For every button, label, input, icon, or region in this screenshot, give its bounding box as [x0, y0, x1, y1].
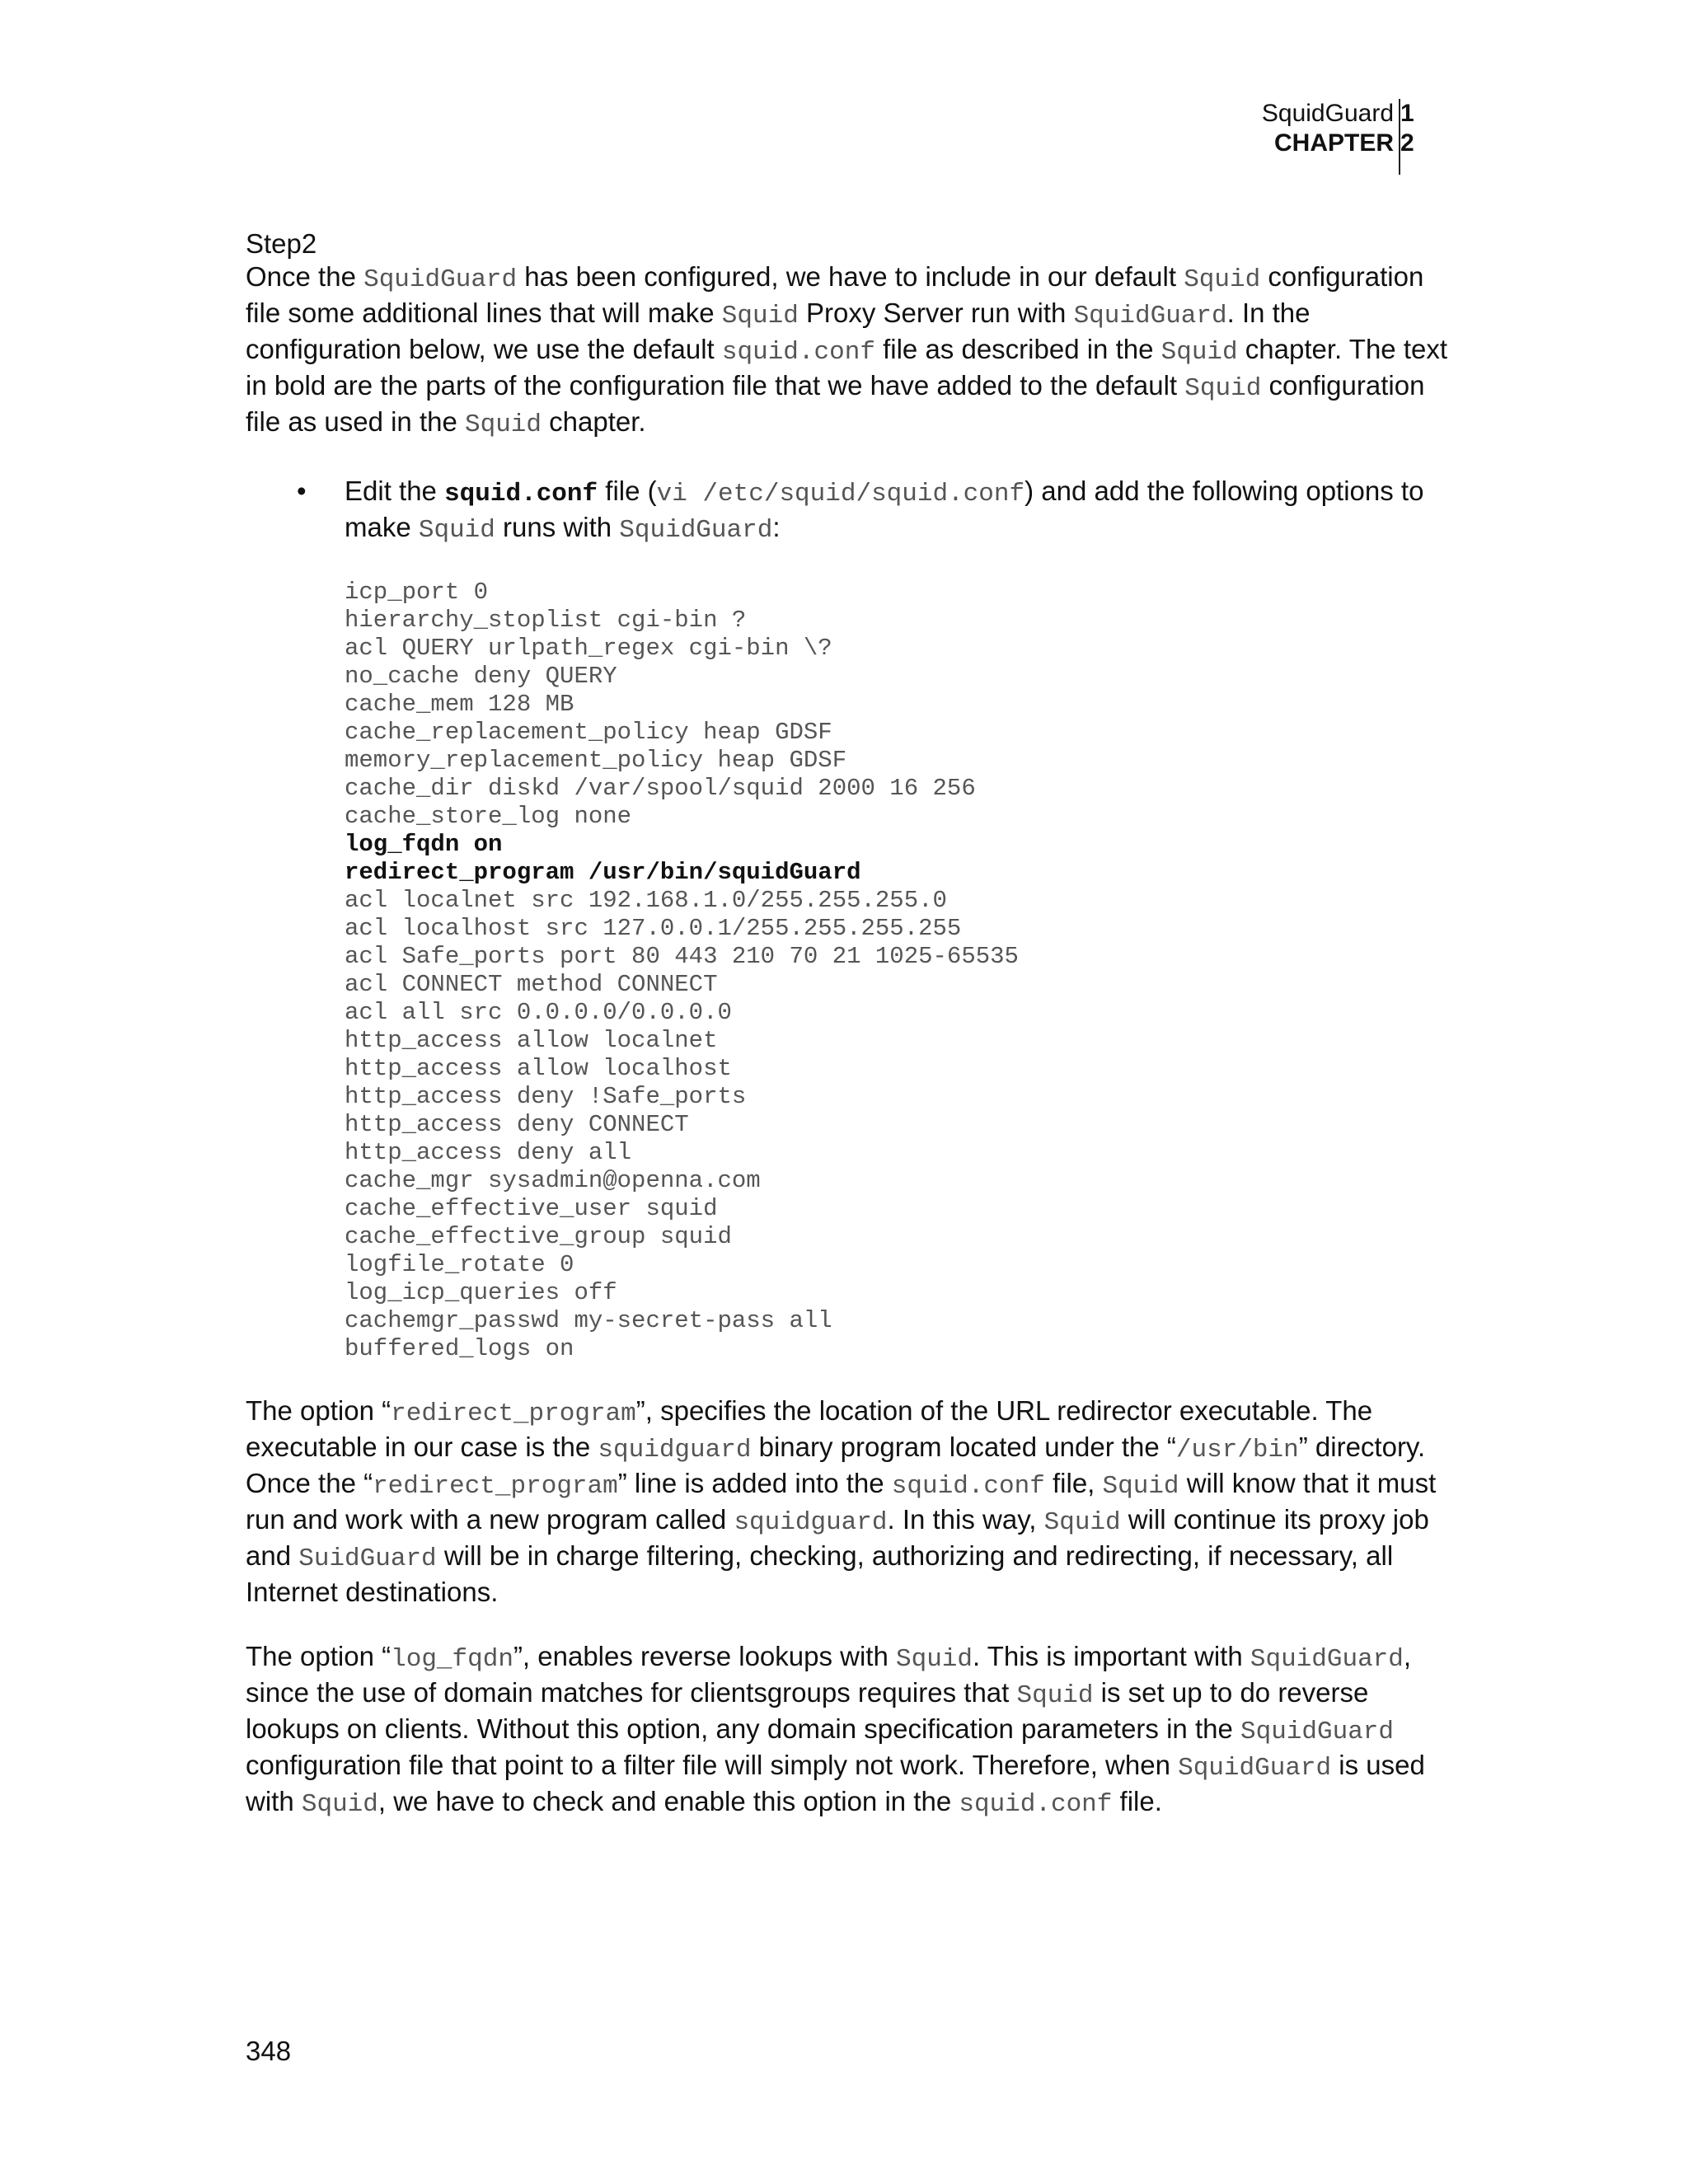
- code-line: log_fqdn on: [345, 831, 503, 858]
- code-line: acl all src 0.0.0.0/0.0.0.0: [345, 999, 732, 1026]
- code-line: log_icp_queries off: [345, 1279, 617, 1306]
- code-line: cache_store_log none: [345, 803, 632, 830]
- step-heading: Step2: [246, 228, 317, 259]
- bullet-icon: •: [297, 476, 307, 506]
- page-number: 348: [246, 2036, 292, 2066]
- code-line: acl localhost src 127.0.0.1/255.255.255.255: [345, 915, 962, 942]
- code-line: buffered_logs on: [345, 1335, 574, 1362]
- header-chapter-number: 2: [1400, 129, 1414, 157]
- log-fqdn-paragraph: The option “log_fqdn”, enables reverse lookups with Squid. This is important with SquidGuard, since the use of domain matches for clientsgroups requires that Squid is set up to do reverse lookups on clients. Without this option, any domain specification parameters in the SquidGuard configuration file that point to a filter file will simply not work. Therefore, when SquidGuard is used with Squid, we have to check and enable this option in the squid.conf file.: [246, 1641, 1425, 1819]
- bullet-text: Edit the squid.conf file (vi /etc/squid/squid.conf) and add the following options to make Squid runs with SquidGuard:: [345, 476, 1424, 545]
- code-line: http_access deny CONNECT: [345, 1111, 689, 1138]
- code-line: cache_mgr sysadmin@openna.com: [345, 1167, 761, 1194]
- code-line: acl QUERY urlpath_regex cgi-bin \?: [345, 635, 832, 662]
- header-title-number: 1: [1400, 100, 1414, 127]
- page-content: [246, 227, 1449, 1821]
- code-line: http_access allow localhost: [345, 1055, 732, 1082]
- code-line: cache_dir diskd /var/spool/squid 2000 16 256: [345, 775, 976, 802]
- code-line: logfile_rotate 0: [345, 1251, 574, 1278]
- code-line: http_access deny !Safe_ports: [345, 1083, 747, 1110]
- page-header: [1262, 99, 1420, 158]
- header-chapter: CHAPTER: [1273, 129, 1394, 157]
- code-line: icp_port 0: [345, 579, 489, 606]
- code-line: cachemgr_passwd my-secret-pass all: [345, 1307, 832, 1334]
- config-code-block: [345, 579, 1449, 1363]
- code-line: cache_effective_group squid: [345, 1223, 732, 1250]
- code-line: cache_mem 128 MB: [345, 691, 574, 718]
- code-line: http_access allow localnet: [345, 1027, 718, 1054]
- code-line: acl Safe_ports port 80 443 210 70 21 1025-65535: [345, 943, 1019, 970]
- intro-paragraph: Once the SquidGuard has been configured, we have to include in our default Squid configuration file some additional lines that will make Squid Proxy Server run with SquidGuard. In the configuration below, we use the default squid.conf file as described in the Squid chapter. The text in bold are the parts of the configuration file that we have added to the default Squid configuration file as used in the Squid chapter.: [246, 261, 1448, 439]
- code-line: memory_replacement_policy heap GDSF: [345, 747, 847, 774]
- code-line: acl localnet src 192.168.1.0/255.255.255.0: [345, 887, 947, 914]
- header-title: SquidGuard: [1261, 100, 1394, 127]
- code-line: acl CONNECT method CONNECT: [345, 971, 718, 998]
- code-line: redirect_program /usr/bin/squidGuard: [345, 859, 861, 886]
- code-line: no_cache deny QUERY: [345, 663, 617, 690]
- code-line: cache_effective_user squid: [345, 1195, 718, 1222]
- code-line: http_access deny all: [345, 1139, 632, 1166]
- code-line: hierarchy_stoplist cgi-bin ?: [345, 607, 747, 634]
- code-line: cache_replacement_policy heap GDSF: [345, 719, 832, 746]
- redirect-program-paragraph: The option “redirect_program”, specifies the location of the URL redirector executable. The executable in our case is the squidguard binary program located under the “/usr/bin” directory. Once the “redirect_program” line is added into the squid.conf file, Squid will know that it must run and work with a new program called squidguard. In this way, Squid will continue its proxy job and SuidGuard will be in charge filtering, checking, authorizing and redirecting, if necessary, all Internet destinations.: [246, 1395, 1437, 1607]
- header-divider: [1399, 99, 1400, 175]
- bullet-item: [246, 475, 1449, 547]
